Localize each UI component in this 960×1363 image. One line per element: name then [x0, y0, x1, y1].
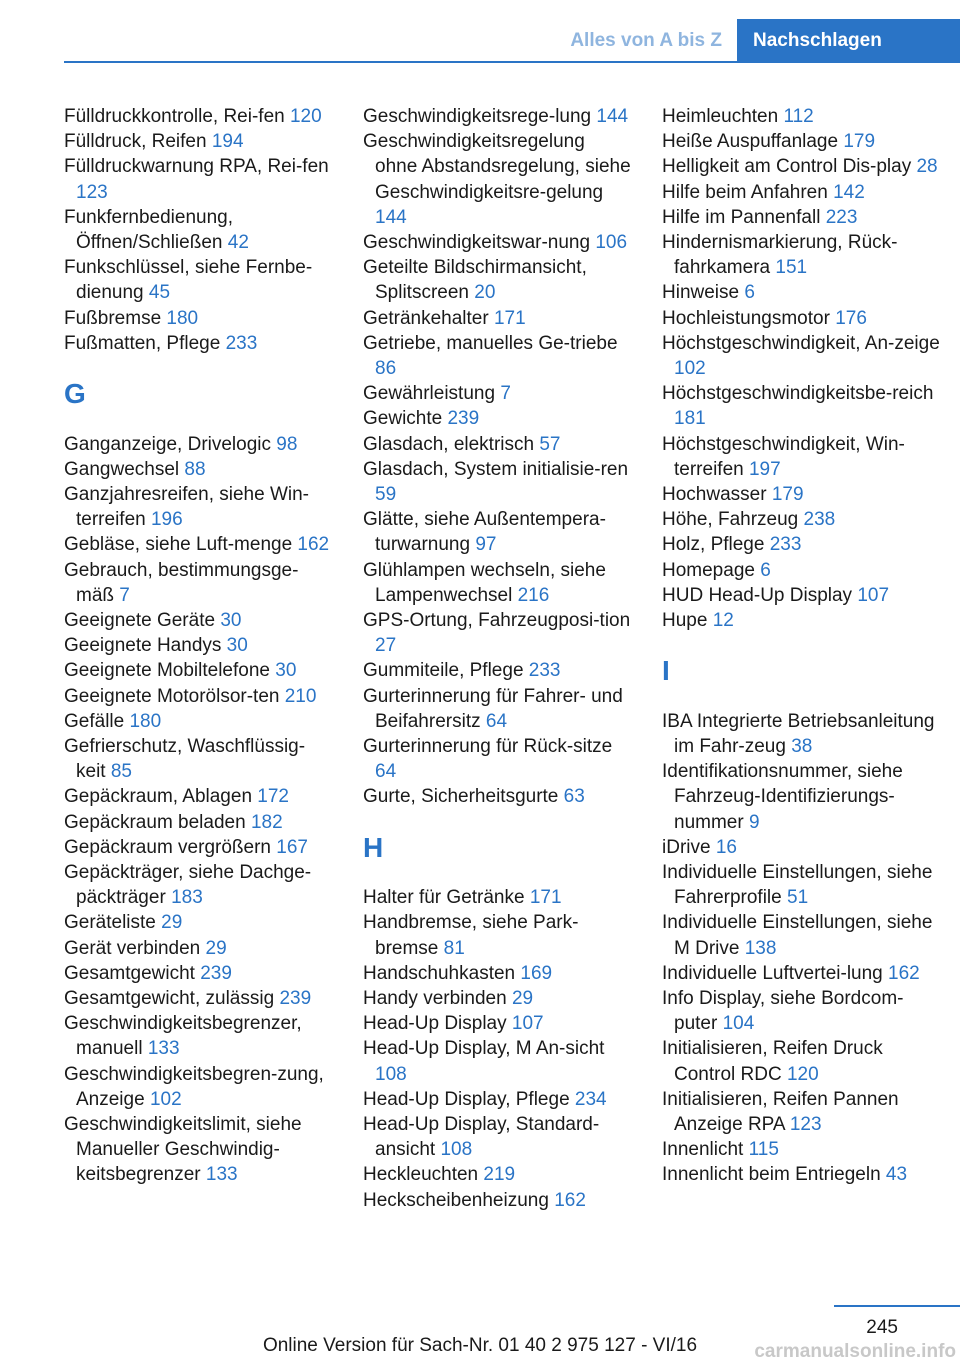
entry-term: Funkschlüssel, siehe Fernbe‐dienung — [64, 257, 313, 304]
entry-term: Hilfe beim Anfahren — [662, 181, 828, 203]
entry-page-link[interactable]: 123 — [76, 181, 108, 203]
index-entry — [363, 1162, 631, 1187]
entry-page-link[interactable]: 85 — [110, 761, 132, 783]
entry-page-link[interactable]: 112 — [783, 106, 814, 127]
watermark: carmanualsonline.info — [754, 1341, 956, 1362]
index-entry — [363, 457, 631, 507]
index-entry — [64, 255, 332, 305]
entry-page-link[interactable]: 138 — [744, 937, 777, 959]
index-entry — [64, 936, 332, 961]
index-entry — [363, 885, 631, 910]
entry-term: Hochwasser — [662, 484, 767, 506]
entry-page-link[interactable]: 16 — [715, 836, 737, 858]
index-entry — [662, 986, 940, 1036]
entry-page-link[interactable]: 123 — [789, 1114, 822, 1136]
entry-page-link[interactable]: 88 — [184, 458, 206, 480]
index-entry — [64, 633, 332, 658]
entry-page-link[interactable]: 108 — [375, 1063, 407, 1085]
index-entry — [662, 583, 940, 608]
entry-term: Heckscheibenheizung — [363, 1189, 549, 1211]
index-entry — [662, 1137, 940, 1162]
index-entry — [662, 1087, 940, 1137]
entry-term: Gewichte — [363, 408, 443, 430]
entry-term: Gebläse, siehe Luft‐menge — [64, 534, 293, 556]
entry-term: Fülldruckkontrolle, Rei‐fen — [64, 106, 285, 127]
index-entry — [662, 104, 940, 129]
index-entry — [662, 230, 940, 280]
entry-term: Glasdach, System initialisie‐ren — [363, 458, 629, 480]
index-entry — [64, 986, 332, 1011]
index-entry — [363, 1188, 631, 1213]
entry-page-link[interactable]: 216 — [517, 584, 550, 606]
entry-term: Innenlicht beim Entriegeln — [662, 1164, 881, 1186]
entry-term: iDrive — [662, 836, 711, 858]
entry-page-link[interactable]: 12 — [712, 610, 734, 632]
entry-term: Ganganzeige, Drivelogic — [64, 433, 272, 455]
index-entry — [64, 532, 332, 557]
entry-page-link[interactable]: 104 — [722, 1013, 755, 1035]
index-entry — [64, 709, 332, 734]
entry-term: Homepage — [662, 559, 755, 581]
entry-term: IBA Integrierte Betriebsanleitung im Fahr‐zeug — [662, 710, 935, 758]
entry-page-link[interactable]: 233 — [528, 660, 561, 682]
entry-term: Hupe — [662, 610, 708, 632]
entry-page-link[interactable]: 194 — [211, 131, 244, 153]
section-letter: I — [662, 655, 670, 687]
index-entry — [363, 910, 631, 960]
entry-term: Helligkeit am Control Dis‐play — [662, 156, 912, 178]
entry-page-link[interactable]: 176 — [835, 307, 867, 329]
index-entry — [64, 129, 332, 154]
entry-page-link[interactable]: 144 — [596, 106, 629, 127]
entry-term: Glätte, siehe Außentempera‐turwarnung — [363, 509, 606, 556]
index-entry — [64, 784, 332, 809]
entry-term: Gepäckträger, siehe Dachge‐päckträger — [64, 862, 312, 909]
entry-page-link[interactable]: 43 — [885, 1164, 908, 1186]
entry-term: Gefälle — [64, 710, 125, 732]
entry-term: Heimleuchten — [662, 106, 779, 127]
index-entry — [363, 230, 631, 255]
entry-term: Head-Up Display, Standard‐ansicht — [363, 1114, 600, 1161]
entry-page-link[interactable]: 9 — [748, 811, 760, 833]
index-entry — [64, 910, 332, 935]
entry-page-link[interactable]: 151 — [775, 257, 808, 279]
index-entry — [363, 306, 631, 331]
index-entry — [64, 608, 332, 633]
entry-term: Hochleistungsmotor — [662, 307, 830, 329]
chapter-tab: Nachschlagen — [737, 19, 960, 63]
entry-term: Gurterinnerung für Fahrer- und Beifahrersitz — [363, 685, 623, 732]
entry-page-link[interactable]: 180 — [129, 710, 162, 732]
entry-page-link[interactable]: 183 — [171, 887, 203, 909]
entry-page-link[interactable]: 223 — [825, 206, 858, 228]
index-entry — [662, 205, 940, 230]
entry-page-link[interactable]: 162 — [888, 962, 920, 984]
index-entry — [662, 381, 940, 431]
entry-term: Geschwindigkeitslimit, siehe Manueller Geschwindig‐keitsbegrenzer — [64, 1114, 302, 1186]
index-entry — [64, 961, 332, 986]
entry-term: Innenlicht — [662, 1139, 744, 1161]
entry-page-link[interactable]: 30 — [220, 610, 242, 632]
entry-page-link[interactable]: 120 — [289, 106, 322, 127]
entry-term: Individuelle Luftvertei‐lung — [662, 962, 883, 984]
entry-term: Fußmatten, Pflege — [64, 332, 221, 354]
index-entry — [662, 507, 940, 532]
index-entry — [363, 129, 631, 230]
entry-page-link[interactable]: 20 — [474, 282, 496, 304]
entry-page-link[interactable]: 64 — [375, 761, 397, 783]
index-entry — [662, 432, 940, 482]
entry-page-link[interactable]: 197 — [748, 458, 781, 480]
entry-term: Geschwindigkeitsregelung ohne Abstandsregelung, siehe Geschwindigkeitsre‐gelung — [363, 131, 631, 203]
index-entry — [363, 558, 631, 608]
entry-page-link[interactable]: 51 — [787, 887, 809, 909]
index-entry — [662, 280, 940, 305]
entry-page-link[interactable]: 64 — [485, 710, 508, 732]
index-entry — [363, 255, 631, 305]
entry-term: Gesamtgewicht — [64, 962, 195, 984]
entry-term: Gebrauch, bestimmungsge‐mäß — [64, 559, 299, 606]
entry-term: Individuelle Einstellungen, siehe M Drive — [662, 912, 933, 959]
entry-page-link[interactable]: 120 — [786, 1063, 819, 1085]
entry-page-link[interactable]: 180 — [166, 307, 199, 329]
index-entry — [64, 835, 332, 860]
entry-term: Gerät verbinden — [64, 937, 201, 959]
entry-term: Gummiteile, Pflege — [363, 660, 524, 682]
entry-page-link[interactable]: 210 — [284, 685, 317, 707]
entry-term: Geeignete Mobiltelefone — [64, 660, 270, 682]
index-entry — [363, 784, 631, 809]
index-entry — [662, 608, 940, 633]
entry-term: Fußbremse — [64, 307, 162, 329]
entry-term: Höchstgeschwindigkeit, Win‐terreifen — [662, 433, 905, 480]
entry-term: Hindernismarkierung, Rück‐fahrkamera — [662, 232, 898, 279]
index-entry — [363, 104, 631, 129]
entry-term: Head-Up Display — [363, 1013, 507, 1035]
entry-page-link[interactable]: 7 — [500, 383, 511, 405]
index-entry — [662, 860, 940, 910]
page-number: 245 — [866, 1317, 898, 1338]
index-entry — [662, 129, 940, 154]
entry-page-link[interactable]: 182 — [250, 811, 283, 833]
entry-page-link[interactable]: 28 — [916, 156, 938, 178]
entry-term: Geschwindigkeitsbegren‐zung, Anzeige — [64, 1063, 324, 1110]
index-entry — [662, 154, 940, 179]
index-entry — [662, 558, 940, 583]
entry-term: Heiße Auspuffanlage — [662, 131, 839, 153]
index-entry — [662, 759, 940, 835]
entry-page-link[interactable]: 171 — [493, 307, 526, 329]
index-entry — [64, 306, 332, 331]
entry-term: Geteilte Bildschirmansicht, Splitscreen — [363, 257, 587, 304]
entry-page-link[interactable]: 239 — [447, 408, 480, 430]
index-entry — [363, 734, 631, 784]
entry-page-link[interactable]: 29 — [511, 988, 534, 1010]
entry-term: Geeignete Motorölsor‐ten — [64, 685, 280, 707]
index-entry — [662, 306, 940, 331]
entry-page-link[interactable]: 108 — [440, 1139, 473, 1161]
entry-term: Heckleuchten — [363, 1164, 479, 1186]
entry-term: Getränkehalter — [363, 307, 489, 329]
index-entry — [64, 810, 332, 835]
entry-page-link[interactable]: 45 — [148, 282, 171, 304]
index-entry — [64, 457, 332, 482]
entry-term: Getriebe, manuelles Ge‐triebe — [363, 332, 618, 354]
entry-term: Gurterinnerung für Rück‐sitze — [363, 736, 613, 758]
index-entry — [662, 961, 940, 986]
entry-term: Halter für Getränke — [363, 887, 525, 909]
entry-term: Gepäckraum vergrößern — [64, 836, 271, 858]
index-column-2 — [363, 104, 631, 1213]
index-entry — [363, 684, 631, 734]
index-entry — [64, 154, 332, 204]
index-entry — [64, 684, 332, 709]
entry-page-link[interactable]: 107 — [511, 1013, 544, 1035]
entry-term: Handy verbinden — [363, 988, 507, 1010]
index-entry — [363, 1087, 631, 1112]
entry-term: Glasdach, elektrisch — [363, 433, 535, 455]
entry-term: Geschwindigkeitsrege‐lung — [363, 106, 592, 127]
entry-page-link[interactable]: 27 — [375, 635, 397, 657]
entry-page-link[interactable]: 102 — [674, 358, 706, 380]
entry-page-link[interactable]: 162 — [297, 534, 330, 556]
entry-term: Höchstgeschwindigkeit, An‐zeige — [662, 332, 940, 354]
entry-page-link[interactable]: 30 — [275, 660, 297, 682]
entry-term: Hilfe im Pannenfall — [662, 206, 821, 228]
index-entry — [662, 532, 940, 557]
section-title: Alles von A bis Z — [570, 30, 722, 51]
index-entry — [64, 734, 332, 784]
entry-page-link[interactable]: 6 — [760, 559, 771, 581]
entry-page-link[interactable]: 142 — [833, 181, 865, 203]
entry-page-link[interactable]: 29 — [161, 912, 183, 934]
entry-term: Gangwechsel — [64, 458, 180, 480]
index-entry — [363, 658, 631, 683]
entry-term: Handschuhkasten — [363, 962, 516, 984]
entry-term: Fülldruckwarnung RPA, Rei‐fen — [64, 156, 329, 178]
section-letter: H — [363, 831, 384, 863]
entry-page-link[interactable]: 238 — [803, 509, 836, 531]
entry-term: Gepäckraum, Ablagen — [64, 786, 253, 808]
index-entry — [64, 482, 332, 532]
entry-term: Ganzjahresreifen, siehe Win‐terreifen — [64, 484, 309, 531]
entry-page-link[interactable]: 239 — [200, 962, 232, 984]
entry-page-link[interactable]: 169 — [520, 962, 553, 984]
index-entry — [64, 1011, 332, 1061]
entry-term: Gepäckraum beladen — [64, 811, 246, 833]
index-entry — [363, 608, 631, 658]
index-entry — [64, 205, 332, 255]
entry-page-link[interactable]: 133 — [147, 1038, 180, 1060]
entry-page-link[interactable]: 81 — [443, 937, 465, 959]
index-entry — [363, 986, 631, 1011]
entry-page-link[interactable]: 162 — [554, 1189, 586, 1211]
entry-term: Head-Up Display, Pflege — [363, 1088, 570, 1110]
entry-page-link[interactable]: 239 — [279, 988, 312, 1010]
section-letter: G — [64, 378, 86, 410]
index-entry — [363, 381, 631, 406]
index-entry — [662, 910, 940, 960]
entry-term: HUD Head-Up Display — [662, 584, 853, 606]
entry-page-link[interactable]: 133 — [205, 1164, 238, 1186]
entry-term: Hinweise — [662, 282, 740, 304]
entry-page-link[interactable]: 167 — [276, 836, 308, 858]
entry-term: Höhe, Fahrzeug — [662, 509, 799, 531]
entry-term: Glühlampen wechseln, siehe Lampenwechsel — [363, 559, 606, 606]
index-entry — [662, 835, 940, 860]
entry-term: Info Display, siehe Bordcom‐puter — [662, 988, 904, 1035]
entry-page-link[interactable]: 233 — [225, 332, 258, 354]
index-column-1 — [64, 104, 332, 1188]
index-entry — [363, 406, 631, 431]
entry-page-link[interactable]: 42 — [227, 232, 249, 254]
entry-page-link[interactable]: 196 — [150, 509, 183, 531]
entry-term: Individuelle Einstellungen, siehe Fahrerprofile — [662, 862, 933, 909]
entry-page-link[interactable]: 233 — [769, 534, 802, 556]
entry-term: Höchstgeschwindigkeitsbe‐reich — [662, 383, 934, 405]
entry-term: Funkfernbedienung, Öffnen/Schließen — [64, 206, 234, 254]
entry-page-link[interactable]: 6 — [744, 282, 755, 304]
index-entry — [363, 1036, 631, 1086]
index-entry — [662, 331, 940, 381]
entry-term: Geeignete Handys — [64, 635, 222, 657]
entry-page-link[interactable]: 219 — [483, 1164, 516, 1186]
entry-term: Handbremse, siehe Park‐bremse — [363, 912, 579, 959]
entry-page-link[interactable]: 102 — [149, 1088, 182, 1110]
index-entry — [64, 558, 332, 608]
entry-term: Identifikationsnummer, siehe Fahrzeug-Identifizierungs‐nummer — [662, 761, 903, 833]
entry-page-link[interactable]: 106 — [595, 232, 628, 254]
index-entry — [64, 1112, 332, 1188]
entry-page-link[interactable]: 29 — [205, 937, 227, 959]
index-entry — [662, 1036, 940, 1086]
footer-version: Online Version für Sach-Nr. 01 40 2 975 127 - VI/16 — [262, 1335, 698, 1356]
entry-page-link[interactable]: 181 — [674, 408, 706, 430]
entry-page-link[interactable]: 179 — [843, 131, 876, 153]
entry-page-link[interactable]: 234 — [574, 1088, 607, 1110]
entry-page-link[interactable]: 144 — [375, 206, 407, 228]
index-entry — [363, 1011, 631, 1036]
entry-term: Geeignete Geräte — [64, 610, 216, 632]
index-entry — [64, 432, 332, 457]
index-entry — [64, 860, 332, 910]
entry-term: Gefrierschutz, Waschflüssig‐keit — [64, 736, 306, 783]
entry-page-link[interactable]: 86 — [375, 358, 397, 380]
entry-term: GPS-Ortung, Fahrzeugposi‐tion — [363, 610, 631, 632]
index-entry — [363, 507, 631, 557]
entry-term: Fülldruck, Reifen — [64, 131, 207, 153]
entry-page-link[interactable]: 97 — [475, 534, 497, 556]
entry-term: Gurte, Sicherheitsgurte — [363, 786, 559, 808]
entry-term: Gesamtgewicht, zulässig — [64, 988, 275, 1010]
index-entry — [363, 331, 631, 381]
entry-page-link[interactable]: 63 — [563, 786, 585, 808]
entry-page-link[interactable]: 59 — [375, 484, 397, 506]
entry-term: Geräteliste — [64, 912, 156, 934]
entry-page-link[interactable]: 172 — [257, 786, 289, 808]
index-entry — [363, 1112, 631, 1162]
index-entry — [662, 1162, 940, 1187]
index-entry — [64, 1062, 332, 1112]
index-column-3 — [662, 104, 940, 1188]
entry-term: Holz, Pflege — [662, 534, 765, 556]
entry-term: Initialisieren, Reifen Pannen Anzeige RPA — [662, 1088, 899, 1136]
entry-term: Geschwindigkeitsbegrenzer, manuell — [64, 1013, 302, 1060]
entry-page-link[interactable]: 171 — [529, 887, 562, 909]
index-entry — [64, 331, 332, 356]
index-entry — [662, 180, 940, 205]
entry-term: Gewährleistung — [363, 383, 496, 405]
entry-page-link[interactable]: 115 — [748, 1139, 779, 1161]
index-entry — [662, 482, 940, 507]
index-entry — [64, 658, 332, 683]
index-entry — [363, 432, 631, 457]
footer-rule — [834, 1305, 960, 1307]
entry-page-link[interactable]: 179 — [771, 484, 804, 506]
index-entry — [64, 104, 332, 129]
entry-page-link[interactable]: 7 — [119, 584, 130, 606]
entry-page-link[interactable]: 57 — [539, 433, 561, 455]
entry-page-link[interactable]: 30 — [226, 635, 248, 657]
entry-term: Initialisieren, Reifen Druck Control RDC — [662, 1038, 883, 1085]
entry-page-link[interactable]: 38 — [791, 736, 813, 758]
entry-term: Head-Up Display, M An‐sicht — [363, 1038, 605, 1060]
index-entry — [662, 709, 940, 759]
index-entry — [363, 961, 631, 986]
entry-page-link[interactable]: 98 — [276, 433, 298, 455]
entry-term: Geschwindigkeitswar‐nung — [363, 232, 591, 254]
entry-page-link[interactable]: 107 — [857, 584, 890, 606]
